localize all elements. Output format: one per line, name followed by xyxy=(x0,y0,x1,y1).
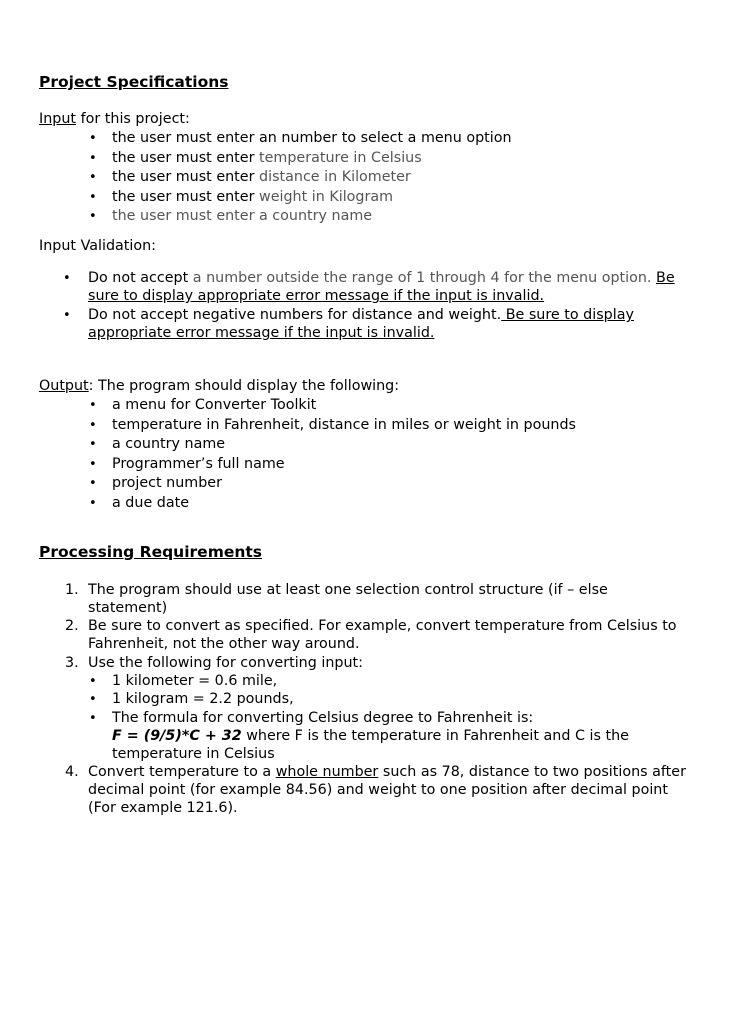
input-item: the user must enter distance in Kilometer xyxy=(112,169,411,185)
bullet-icon: • xyxy=(89,476,97,491)
output-intro: Output: The program should display the following: xyxy=(39,378,400,394)
output-item: Programmer’s full name xyxy=(112,456,285,472)
list-number: 1. xyxy=(65,582,79,598)
list-number: 3. xyxy=(65,655,79,671)
requirement-1-cont: statement) xyxy=(88,600,168,616)
requirement-2-cont: Fahrenheit, not the other way around. xyxy=(88,636,360,652)
formula-line-cont: temperature in Celsius xyxy=(112,746,275,762)
input-validation-title: Input Validation: xyxy=(39,238,156,254)
bullet-icon: • xyxy=(89,190,97,205)
section-title-project-specifications: Project Specifications xyxy=(39,73,229,91)
bullet-icon: • xyxy=(89,496,97,511)
input-intro xyxy=(39,110,190,129)
requirement-3: Use the following for converting input: xyxy=(88,655,363,671)
output-item: a due date xyxy=(112,495,190,511)
input-item: the user must enter temperature in Celsius xyxy=(112,150,422,166)
bullet-icon: • xyxy=(89,692,97,707)
bullet-icon: • xyxy=(89,398,97,413)
output-item: temperature in Fahrenheit, distance in miles or weight in pounds xyxy=(112,417,576,433)
list-number: 2. xyxy=(65,618,79,634)
input-label: Input xyxy=(39,111,77,127)
bullet-icon: • xyxy=(89,674,97,689)
validation-item-2: Do not accept negative numbers for distance and weight. Be sure to display xyxy=(88,307,634,323)
bullet-icon: • xyxy=(89,418,97,433)
requirement-1: The program should use at least one selection control structure (if – else xyxy=(88,582,608,598)
requirement-4: Convert temperature to a whole number such as 78, distance to two positions after xyxy=(88,764,686,780)
input-item: the user must enter an number to select a menu option xyxy=(112,130,512,146)
requirement-4-cont: decimal point (for example 84.56) and weight to one position after decimal point xyxy=(88,782,668,798)
bullet-icon: • xyxy=(89,151,97,166)
requirement-4-cont: (For example 121.6). xyxy=(88,800,238,816)
section-title-processing-requirements: Processing Requirements xyxy=(39,543,263,561)
bullet-icon: • xyxy=(89,437,97,452)
bullet-icon: • xyxy=(63,308,71,323)
input-suffix: for this project: xyxy=(76,111,190,127)
bullet-icon: • xyxy=(63,271,71,286)
input-item: the user must enter a country name xyxy=(112,208,373,224)
output-item: a country name xyxy=(112,436,226,452)
formula: F = (9/5)*C + 32 xyxy=(112,728,242,744)
formula-line: F = (9/5)*C + 32 where F is the temperature in Fahrenheit and C is the xyxy=(112,728,629,744)
bullet-icon: • xyxy=(89,131,97,146)
bullet-icon: • xyxy=(89,170,97,185)
conversion-item: The formula for converting Celsius degree to Fahrenheit is: xyxy=(112,710,534,726)
input-item: the user must enter weight in Kilogram xyxy=(112,189,394,205)
validation-item-1-cont: sure to display appropriate error message if the input is invalid. xyxy=(88,288,545,304)
bullet-icon: • xyxy=(89,711,97,726)
conversion-item: 1 kilogram = 2.2 pounds, xyxy=(112,691,294,707)
bullet-icon: • xyxy=(89,209,97,224)
validation-item-1: Do not accept a number outside the range of 1 through 4 for the menu option. Be xyxy=(88,270,675,286)
output-item: a menu for Converter Toolkit xyxy=(112,397,317,413)
conversion-item: 1 kilometer = 0.6 mile, xyxy=(112,673,278,689)
list-number: 4. xyxy=(65,764,79,780)
validation-item-2-cont: appropriate error message if the input is invalid. xyxy=(88,325,435,341)
output-item: project number xyxy=(112,475,222,491)
requirement-2: Be sure to convert as specified. For example, convert temperature from Celsius to xyxy=(88,618,677,634)
bullet-icon: • xyxy=(89,457,97,472)
